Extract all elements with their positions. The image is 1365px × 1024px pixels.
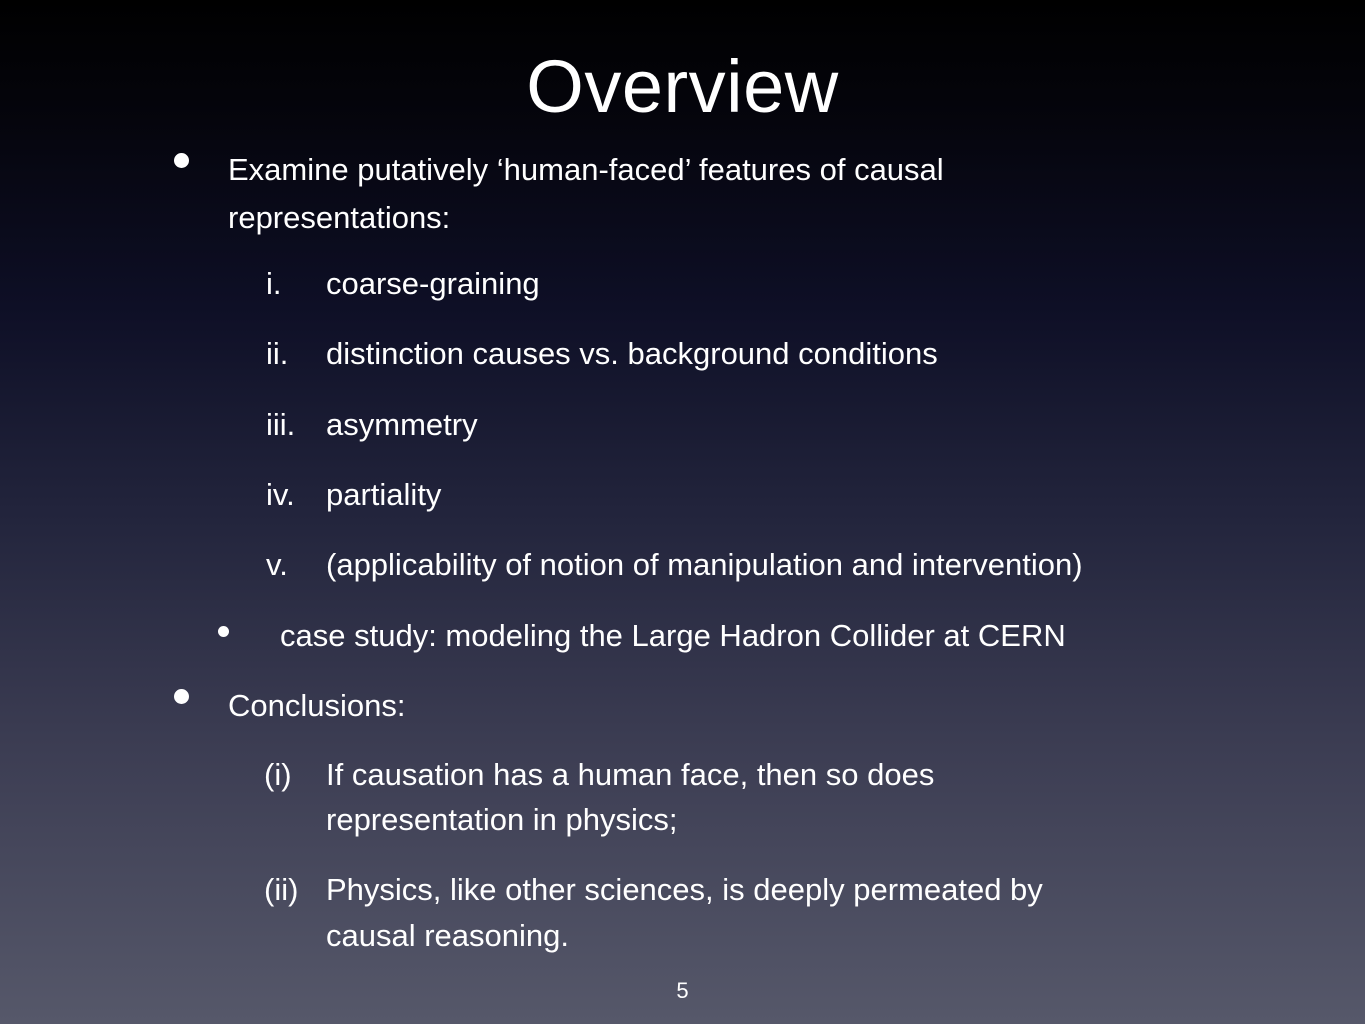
subitem-3-marker: iii. <box>266 407 296 442</box>
bullet-dot-icon <box>174 153 189 168</box>
case-study-text: case study: modeling the Large Hadron Collider at CERN <box>280 618 1066 653</box>
slide-title: Overview <box>526 45 839 128</box>
subitem-5-marker: v. <box>266 547 288 582</box>
subitem-2-text: distinction causes vs. background conditions <box>326 336 938 371</box>
subitem-4-marker: iv. <box>266 477 295 512</box>
bullet-1-line-2: representations: <box>228 200 451 235</box>
subitem-5-text: (applicability of notion of manipulation and intervention) <box>326 547 1083 582</box>
conclusion-1-line-2: representation in physics; <box>326 802 678 837</box>
sub-bullet-dot-icon <box>218 626 229 637</box>
conclusion-1-line-1: If causation has a human face, then so does <box>326 757 935 792</box>
bullet-1-line-1: Examine putatively ‘human-faced’ features of causal <box>228 152 944 187</box>
conclusion-2-marker: (ii) <box>264 872 299 907</box>
bullet-dot-icon <box>174 689 189 704</box>
subitem-2-marker: ii. <box>266 336 289 371</box>
conclusion-1-marker: (i) <box>264 757 292 792</box>
bullet-2-line-1: Conclusions: <box>228 688 406 723</box>
subitem-4-text: partiality <box>326 477 442 512</box>
conclusion-2-line-2: causal reasoning. <box>326 918 569 953</box>
subitem-3-text: asymmetry <box>326 407 478 442</box>
subitem-1-marker: i. <box>266 266 282 301</box>
page-number: 5 <box>676 978 689 1003</box>
subitem-1-text: coarse-graining <box>326 266 540 301</box>
conclusion-2-line-1: Physics, like other sciences, is deeply permeated by <box>326 872 1043 907</box>
